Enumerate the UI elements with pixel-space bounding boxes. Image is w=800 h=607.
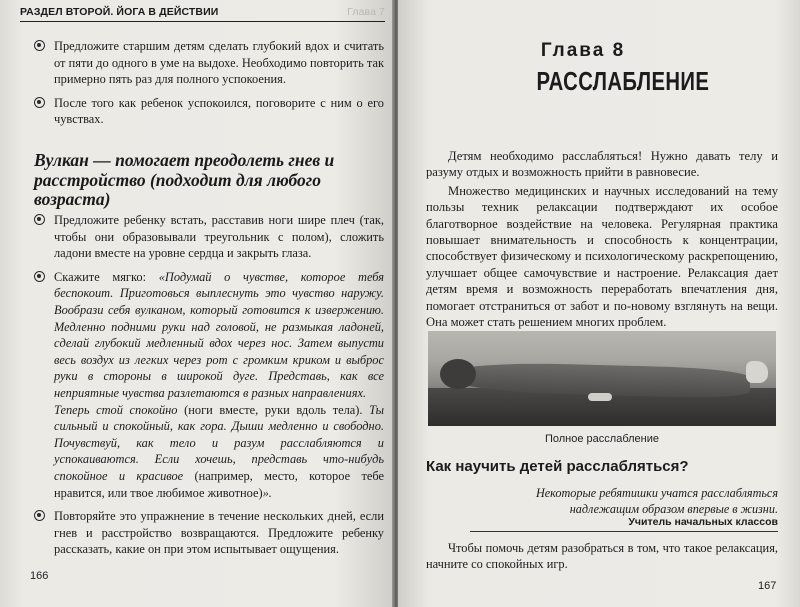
volcano-steps bbox=[34, 212, 384, 565]
bullet-item: Повторяйте это упражнение в течение нескольких дней, если гнев и расстройство возвращаются. Предложите ребенку рассказать, какие он при этом испытывает ощущения. bbox=[34, 508, 384, 558]
bullet-item: После того как ребенок успокоился, поговорите с ним о его чувствах. bbox=[34, 95, 384, 128]
paragraph: Множество медицинских и научных исследований на тему пользы техник релаксации подтверждают их особое благотворное воздействие на человека. Регулярная практика повышает внимательность и способность к концентрации, способствует физическому и психологическому раскрепощению, улучшает общее самочувствие и настроение. Релаксация дает детям время и возможность переработать впечатления дня, помогает отстраниться от забот и по-новому взглянуть на вещи. Она может стать решением многих проблем. bbox=[426, 183, 778, 330]
bullet-icon bbox=[34, 510, 45, 521]
paragraph: Детям необходимо расслабляться! Нужно давать телу и разуму отдых и возможность прийти в равновесие. bbox=[426, 149, 778, 180]
bullet-icon bbox=[34, 40, 45, 51]
closing-paragraph: Чтобы помочь детям разобраться в том, что такое релаксация, начните со спокойных игр. bbox=[426, 541, 778, 571]
running-head-text: РАЗДЕЛ ВТОРОЙ. ЙОГА В ДЕЙСТВИИ bbox=[20, 6, 219, 18]
epigraph-author: Учитель начальных классов bbox=[470, 516, 778, 532]
subheading: Как научить детей расслабляться? bbox=[426, 458, 689, 475]
chapter-intro bbox=[426, 148, 778, 332]
volcano-quote: «Подумай о чувстве, которое тебя беспокоит. Приготовься выплеснуть это чувство наружу. Вообрази себя вулканом, который готовится к извержению. Медленно подними руки над головой, не размыкая ладоней, сделай глубокий медленный вдох через нос. Затем выпусти весь воздух из легких через рот с громким криком и выброс руки в стороны в широкой дуге. Представь, как все неприятные чувства разлетаются в разных направлениях. bbox=[54, 269, 384, 400]
bullet-icon bbox=[34, 97, 45, 108]
top-bullets bbox=[34, 38, 384, 135]
relaxation-photo bbox=[428, 331, 776, 426]
chapter-label: Глава 8 bbox=[540, 40, 626, 61]
photo-feet bbox=[746, 361, 768, 383]
right-page-number: 167 bbox=[758, 580, 777, 592]
epigraph: Некоторые ребятишки учатся расслабляться надлежащим образом впервые в жизни. bbox=[535, 486, 778, 516]
bullet-item: Скажите мягко: «Подумай о чувстве, которое тебя беспокоит. Приготовься выплеснуть это чувство наружу. Вообрази себя вулканом, который готовится к извержению. Медленно подними руки над головой, не размыкая ладоней, сделай глубокий медленный вдох через нос. Затем выпусти весь воздух из легких через рот с громким криком и выброс руки в стороны в широкой дуге. Представь, как все неприятные чувства разлетаются в разных направлениях. Теперь стой спокойно (ноги вместе, руки вдоль тела). Ты сильный и спокойный, как гора. Дыши медленно и свободно. Почувствуй, как тело и разум расслабляются и успокаиваются. Если хочешь, представь что-нибудь спокойное и красивое (например, место, которое тебе нравится, или твое любимое животное)». bbox=[34, 269, 384, 501]
bullet-icon bbox=[34, 214, 45, 225]
running-head-ghost: Глава 7 bbox=[347, 6, 385, 18]
photo-head bbox=[440, 359, 476, 389]
chapter-title: РАССЛАБЛЕНИЕ bbox=[536, 66, 710, 96]
bullet-item: Предложите ребенку встать, расставив ноги шире плеч (так, чтобы они образовывали треугольник с полом), сложить ладони вместе на уровне сердца и закрыть глаза. bbox=[34, 212, 384, 262]
bullet-icon bbox=[34, 271, 45, 282]
running-head bbox=[20, 6, 385, 22]
section-title: Вулкан — помогает преодолеть гнев и расстройство (подходит для любого возраста) bbox=[34, 150, 335, 209]
photo-caption: Полное расслабление bbox=[544, 433, 660, 445]
photo-hand bbox=[588, 393, 612, 401]
left-page-number: 166 bbox=[30, 570, 49, 582]
bullet-item: Предложите старшим детям сделать глубокий вдох и считать от пяти до одного в уме на выдохе. Необходимо повторить так примерно пять раз для полного успокоения. bbox=[34, 38, 384, 88]
